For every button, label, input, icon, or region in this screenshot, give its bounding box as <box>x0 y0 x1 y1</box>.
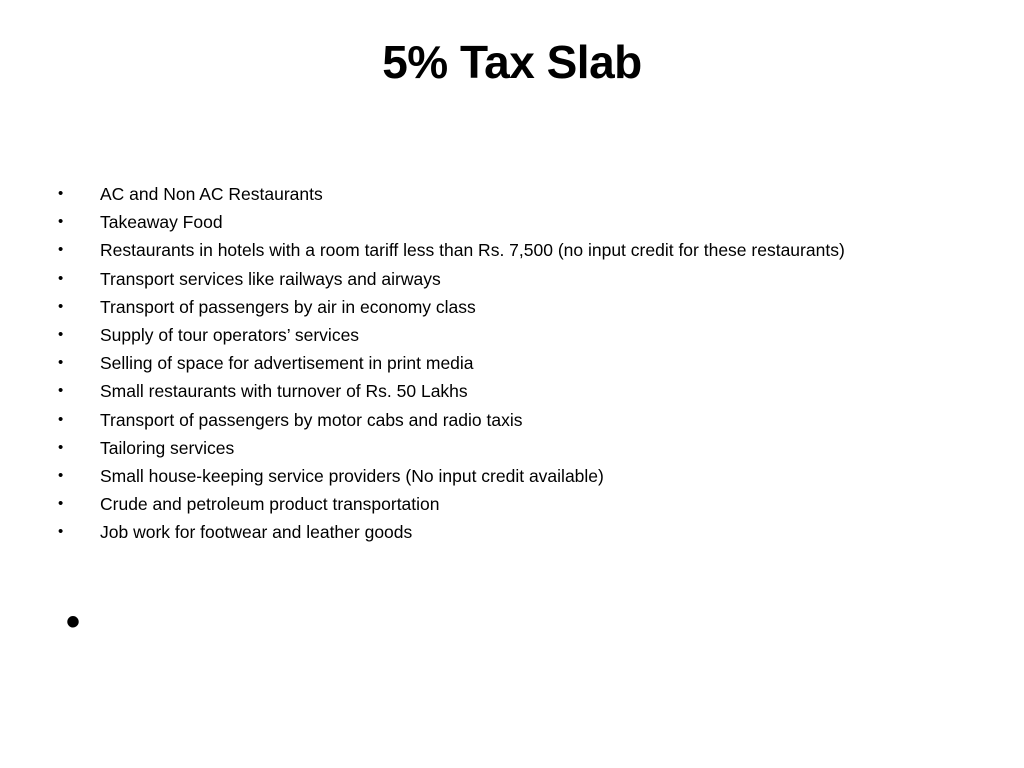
bullet-icon: • <box>58 354 64 372</box>
list-item <box>58 349 978 377</box>
list-item <box>58 236 978 264</box>
bullet-icon: • <box>58 185 64 202</box>
list-item <box>58 377 978 405</box>
list-item-text: Supply of tour operators’ services <box>100 324 360 345</box>
list-item-text: Small house-keeping service providers (No input credit available) <box>100 465 604 486</box>
list-item <box>58 406 978 434</box>
list-item <box>58 180 978 208</box>
bullet-icon: • <box>58 495 64 513</box>
list-item <box>58 208 978 236</box>
list-item-text: Transport of passengers by air in economy class <box>100 296 476 317</box>
list-item-text: Tailoring services <box>100 437 235 458</box>
empty-bullet-icon: • <box>66 600 81 644</box>
list-item-text: Restaurants in hotels with a room tariff less than Rs. 7,500 (no input credit for these restaurants) <box>100 240 845 261</box>
bullet-icon: • <box>58 410 64 428</box>
list-item <box>58 462 978 490</box>
list-item <box>58 434 978 462</box>
list-item-text: Job work for footwear and leather goods <box>100 522 413 543</box>
bullet-icon: • <box>58 382 64 400</box>
bullet-icon: • <box>58 438 64 456</box>
list-item <box>58 321 978 349</box>
list-item-text: Takeaway Food <box>100 212 223 233</box>
list-item-text: Transport of passengers by motor cabs and radio taxis <box>100 409 523 430</box>
list-item-text: AC and Non AC Restaurants <box>100 184 323 204</box>
list-item <box>58 265 978 293</box>
bullet-list <box>58 180 978 546</box>
list-item-text: Crude and petroleum product transportation <box>100 494 440 515</box>
bullet-icon: • <box>58 466 64 484</box>
bullet-icon: • <box>58 297 64 315</box>
list-item <box>58 293 978 321</box>
list-item-text: Selling of space for advertisement in print media <box>100 353 474 374</box>
list-item-text: Small restaurants with turnover of Rs. 50 Lakhs <box>100 381 468 402</box>
list-item-text: Transport services like railways and airways <box>100 268 441 289</box>
bullet-icon: • <box>58 523 64 541</box>
bullet-icon: • <box>58 213 64 231</box>
list-item <box>58 518 978 546</box>
bullet-icon: • <box>58 269 64 287</box>
slide-title: 5% Tax Slab <box>382 36 642 88</box>
bullet-icon: • <box>58 325 64 343</box>
list-item <box>58 490 978 518</box>
bullet-icon: • <box>58 241 64 259</box>
